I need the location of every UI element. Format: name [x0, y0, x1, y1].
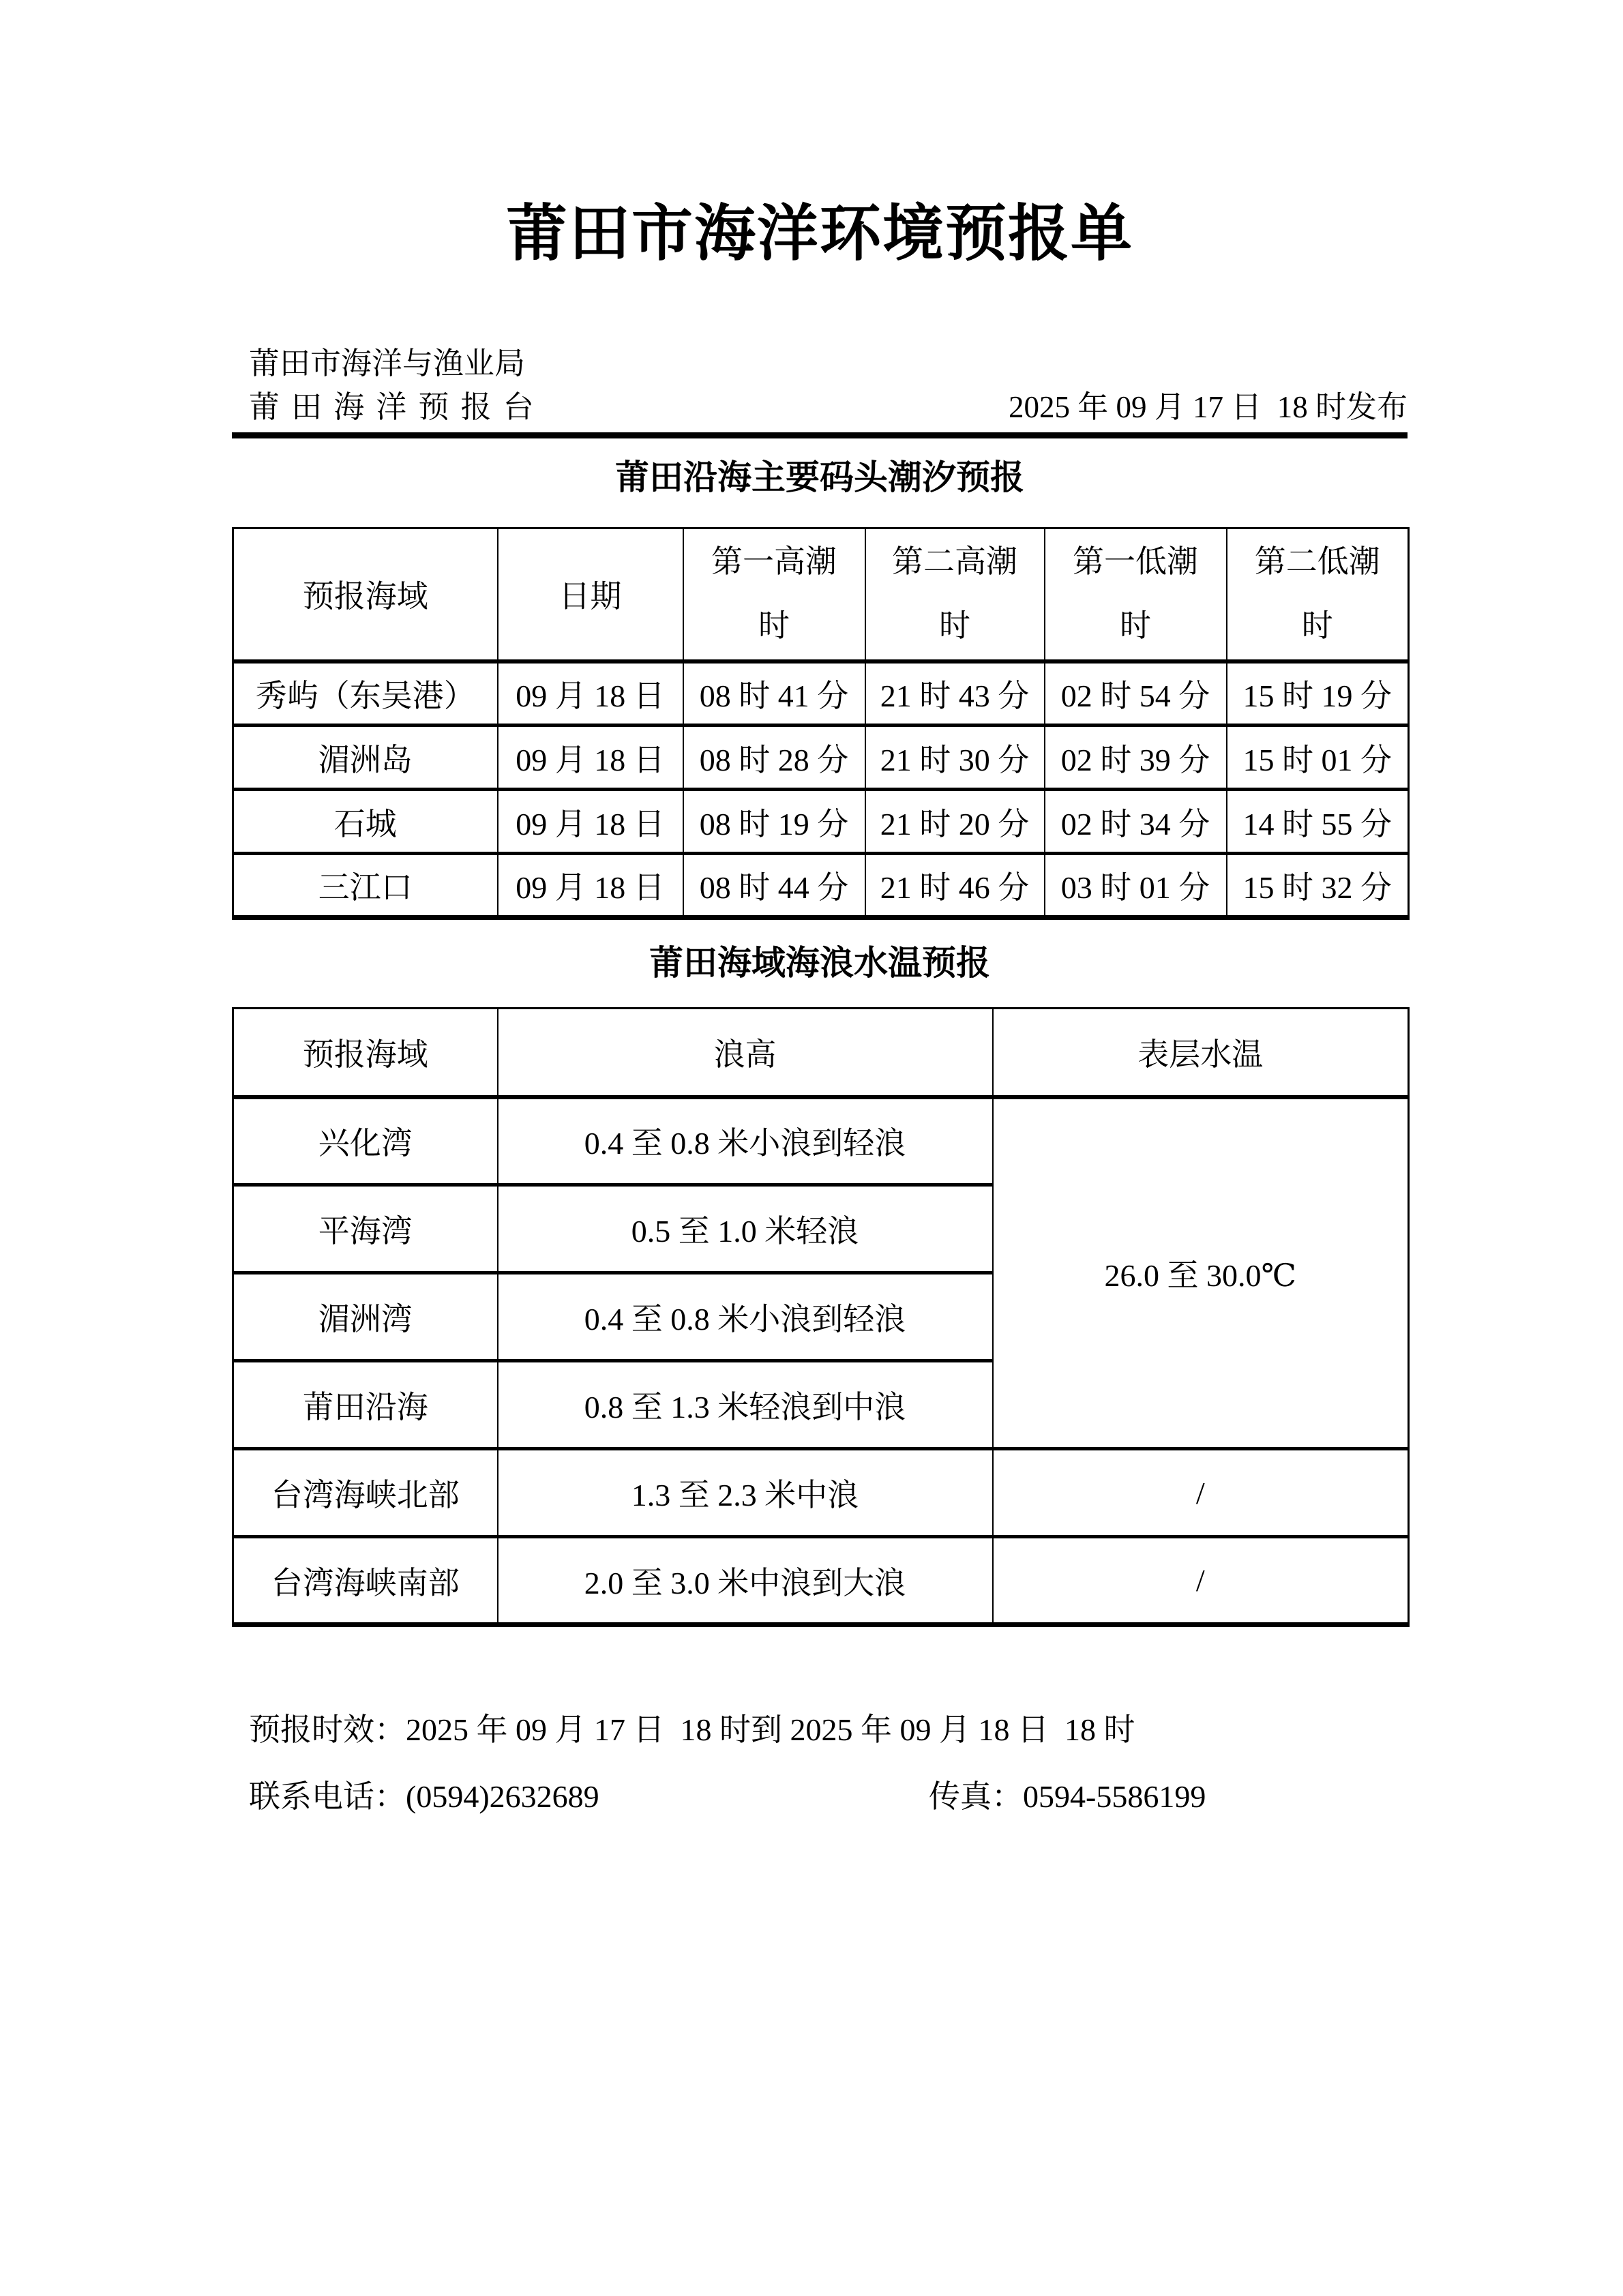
cell-wave-height-text: 0.5 至 1.0 米轻浪 — [631, 1214, 859, 1249]
cell-wave-height — [498, 1273, 993, 1361]
tide-row — [233, 790, 1409, 854]
tide-col-second-low-line2: 时 — [1301, 608, 1333, 644]
cell-area-text: 莆田沿海 — [302, 1390, 428, 1425]
cell-first-high-text: 08 时 28 分 — [699, 742, 849, 777]
cell-area — [233, 1449, 498, 1537]
cell-second-low-text: 15 时 01 分 — [1242, 742, 1392, 777]
tide-col-first-low-line1: 第一低潮 — [1073, 544, 1198, 580]
tide-col-first-low-line2: 时 — [1120, 608, 1151, 644]
cell-area-text: 湄洲岛 — [318, 742, 413, 777]
cell-second-high — [865, 854, 1045, 918]
station-release-row — [249, 389, 1408, 426]
cell-wave-height-text: 2.0 至 3.0 米中浪到大浪 — [584, 1565, 906, 1600]
cell-wave-height — [498, 1449, 993, 1537]
wave-header-row — [233, 1009, 1409, 1097]
tide-row — [233, 854, 1409, 918]
cell-second-high-text: 21 时 43 分 — [880, 678, 1030, 713]
validity-period: 预报时效：2025 年 09 月 17 日 18 时到 2025 年 09 月 18 日 18 时 — [249, 1712, 1135, 1747]
cell-area — [233, 854, 498, 918]
cell-second-low-text: 14 时 55 分 — [1242, 806, 1392, 841]
contact-fax: 传真：0594-5586199 — [929, 1779, 1206, 1814]
tide-col-first-high-line2: 时 — [758, 608, 790, 644]
wave-col-area-label: 预报海域 — [302, 1037, 428, 1072]
wave-col-height-label: 浪高 — [713, 1037, 777, 1072]
cell-area — [233, 661, 498, 726]
cell-first-low-text: 02 时 54 分 — [1060, 678, 1210, 713]
cell-second-low — [1227, 854, 1409, 918]
cell-area-text: 石城 — [333, 806, 397, 841]
cell-area — [233, 1361, 498, 1449]
cell-area-text: 台湾海峡北部 — [271, 1478, 460, 1512]
tide-col-second-high-label — [866, 546, 1044, 642]
cell-second-low — [1227, 661, 1409, 726]
cell-first-high-text: 08 时 44 分 — [699, 870, 849, 905]
cell-wave-height-text: 0.4 至 0.8 米小浪到轻浪 — [584, 1302, 906, 1337]
cell-first-low — [1045, 661, 1227, 726]
tide-header-row — [233, 528, 1409, 661]
cell-surface-temp-merged — [993, 1097, 1409, 1449]
cell-first-low — [1045, 726, 1227, 790]
cell-area — [233, 1097, 498, 1185]
cell-second-high-text: 21 时 20 分 — [880, 806, 1030, 841]
cell-second-low — [1227, 726, 1409, 790]
cell-wave-height — [498, 1185, 993, 1273]
tide-col-first-high — [683, 528, 865, 661]
cell-area — [233, 726, 498, 790]
cell-second-high — [865, 790, 1045, 854]
cell-first-low — [1045, 790, 1227, 854]
wave-col-height — [498, 1009, 993, 1097]
cell-area — [233, 1273, 498, 1361]
cell-area-text: 湄洲湾 — [318, 1302, 413, 1337]
tide-col-second-high-line2: 时 — [939, 608, 970, 644]
tide-col-first-high-line1: 第一高潮 — [711, 544, 837, 580]
cell-date — [498, 790, 683, 854]
cell-date-text: 09 月 18 日 — [516, 742, 665, 777]
wave-col-area — [233, 1009, 498, 1097]
header-divider — [232, 432, 1408, 438]
station-name: 莆田海洋预报台 — [249, 390, 546, 424]
cell-first-low-text: 02 时 34 分 — [1060, 806, 1210, 841]
cell-second-high-text: 21 时 30 分 — [880, 742, 1030, 777]
cell-wave-height-text: 1.3 至 2.3 米中浪 — [631, 1478, 859, 1512]
cell-surface-temp-text: 26.0 至 30.0℃ — [1104, 1257, 1296, 1293]
cell-first-high-text: 08 时 19 分 — [699, 806, 849, 841]
cell-first-high — [683, 790, 865, 854]
tide-col-first-low-label — [1045, 546, 1226, 642]
cell-first-low — [1045, 854, 1227, 918]
cell-area — [233, 1537, 498, 1625]
tide-col-second-low — [1227, 528, 1409, 661]
wave-col-temp-label: 表层水温 — [1137, 1037, 1264, 1072]
tide-col-first-low — [1045, 528, 1227, 661]
cell-wave-height-text: 0.8 至 1.3 米轻浪到中浪 — [584, 1390, 906, 1425]
tide-col-area — [233, 528, 498, 661]
wave-row — [233, 1097, 1409, 1185]
tide-col-area-label: 预报海域 — [302, 579, 428, 614]
tide-col-first-high-label — [684, 546, 865, 642]
cell-second-high — [865, 726, 1045, 790]
cell-surface-temp-text: / — [1195, 1475, 1205, 1510]
cell-area-text: 台湾海峡南部 — [271, 1565, 460, 1600]
cell-first-low-text: 02 时 39 分 — [1060, 742, 1210, 777]
cell-date — [498, 661, 683, 726]
cell-second-low — [1227, 790, 1409, 854]
cell-surface-temp — [993, 1537, 1409, 1625]
document-title: 莆田市海洋环境预报单 — [506, 200, 1133, 268]
tide-table — [232, 527, 1410, 920]
cell-second-high-text: 21 时 46 分 — [880, 870, 1030, 905]
wave-row — [233, 1537, 1409, 1625]
wave-table — [232, 1007, 1410, 1627]
cell-date-text: 09 月 18 日 — [516, 806, 665, 841]
cell-first-high — [683, 661, 865, 726]
cell-wave-height — [498, 1537, 993, 1625]
cell-second-high — [865, 661, 1045, 726]
tide-row — [233, 661, 1409, 726]
wave-section-title: 莆田海域海浪水温预报 — [649, 944, 990, 982]
cell-wave-height — [498, 1097, 993, 1185]
cell-area-text: 兴化湾 — [318, 1126, 413, 1161]
wave-row — [233, 1449, 1409, 1537]
cell-area — [233, 1185, 498, 1273]
tide-col-second-high-line1: 第二高潮 — [892, 544, 1017, 580]
release-datetime: 2025 年 09 月 17 日 18 时发布 — [1008, 390, 1408, 424]
cell-first-low-text: 03 时 01 分 — [1060, 870, 1210, 905]
contact-phone: 联系电话：(0594)2632689 — [249, 1779, 599, 1814]
tide-row — [233, 726, 1409, 790]
cell-surface-temp — [993, 1449, 1409, 1537]
cell-date — [498, 854, 683, 918]
cell-area-text: 三江口 — [318, 870, 413, 905]
cell-first-high — [683, 726, 865, 790]
tide-col-second-high — [865, 528, 1045, 661]
cell-surface-temp-text: / — [1195, 1563, 1205, 1598]
tide-col-date — [498, 528, 683, 661]
cell-date — [498, 726, 683, 790]
tide-col-second-low-line1: 第二低潮 — [1254, 544, 1380, 580]
cell-area-text: 秀屿（东吴港） — [255, 678, 475, 713]
wave-col-temp — [993, 1009, 1409, 1097]
tide-section-title: 莆田沿海主要码头潮汐预报 — [615, 458, 1024, 496]
cell-wave-height — [498, 1361, 993, 1449]
cell-second-low-text: 15 时 19 分 — [1242, 678, 1392, 713]
cell-wave-height-text: 0.4 至 0.8 米小浪到轻浪 — [584, 1126, 906, 1161]
tide-col-second-low-label — [1227, 546, 1408, 642]
agency-name: 莆田市海洋与渔业局 — [249, 346, 526, 381]
cell-date-text: 09 月 18 日 — [516, 870, 665, 905]
cell-second-low-text: 15 时 32 分 — [1242, 870, 1392, 905]
cell-area-text: 平海湾 — [318, 1214, 413, 1249]
tide-col-date-label: 日期 — [559, 579, 622, 614]
cell-area — [233, 790, 498, 854]
cell-first-high-text: 08 时 41 分 — [699, 678, 849, 713]
cell-date-text: 09 月 18 日 — [516, 678, 665, 713]
cell-first-high — [683, 854, 865, 918]
